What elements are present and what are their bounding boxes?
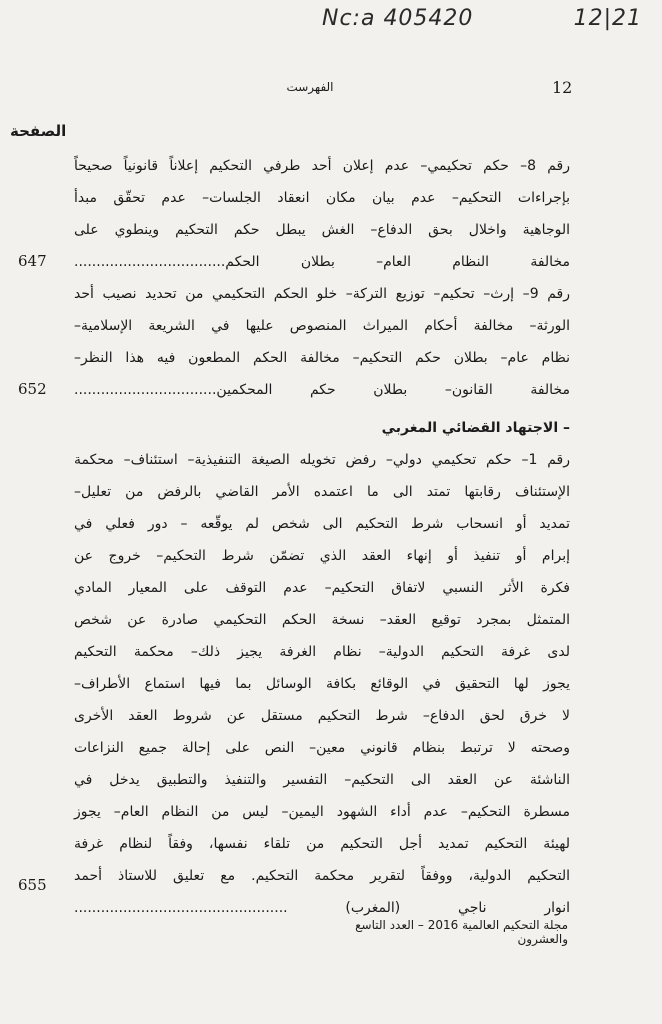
entry1-line-1: رقم 1– حكم تحكيمي دولي– رفض تخويله الصيغة التنفيذية– استئناف– محكمة: [74, 452, 570, 468]
entry1-line-7: لدى غرفة التحكيم الدولية– نظام الغرفة يجيز ذلك– محكمة التحكيم: [74, 644, 570, 660]
entry1-line-2: الإستئناف رقابتها تمتد الى ما اعتمده الأمر القاضي بالرفض من تعليل–: [74, 484, 570, 500]
entry1-line-6: المتمثل بمجرد توقيع العقد– نسخة الحكم التحكيمي صادرة عن شخص: [74, 612, 570, 628]
header-title: الفهرست: [286, 80, 334, 94]
entry1-line-15: انوار ناجي (المغرب) ................................................: [74, 900, 570, 916]
entry1-line-12: مسطرة التحكيم– عدم أداء الشهود اليمين– ليس من النظام العام– يجوز: [74, 804, 570, 820]
entry9-line-3: نظام عام– بطلان حكم التحكيم– مخالفة الحكم المطعون فيه هذا النظر–: [74, 350, 570, 366]
entry1-line-8: يجوز لها التحقيق في الوقائع بكافة الوسائل بما فيها استماع الأطراف–: [74, 676, 570, 692]
entry1-line-4: إبرام أو تنفيذ أو إنهاء العقد الذي تضمّن شرط التحكيم– خروج عن: [74, 548, 570, 564]
entry1-line-10: وصحته لا ترتبط بنظام قانوني معين– النص على إحالة جميع النزاعات: [74, 740, 570, 756]
entry1-page: 655: [18, 876, 47, 894]
entry9-page: 652: [18, 380, 47, 398]
page-column-label: الصفحة: [10, 122, 67, 140]
entry8-line-4: مخالفة النظام العام– بطلان الحكم..................................: [74, 254, 570, 270]
entry1-line-5: فكرة الأثر النسبي لاتفاق التحكيم– عدم التوقف على المعيار المادي: [74, 580, 570, 596]
entry1-line-9: لا خرق لحق الدفاع– شرط التحكيم مستقل عن شروط العقد الأخرى: [74, 708, 570, 724]
entry1-line-13: لهيئة التحكيم تمديد أجل التحكيم من تلقاء نفسها، وفقاً لنظام غرفة: [74, 836, 570, 852]
entry8-line-3: الوجاهية واخلال بحق الدفاع– الغش يبطل حكم التحكيم وينطوي على: [74, 222, 570, 238]
handwritten-reference: Nc:a 405420: [322, 6, 474, 31]
page-number: 12: [552, 78, 573, 97]
entry9-line-2: الورثة– مخالفة أحكام الميراث المنصوص عليها في الشريعة الإسلامية–: [74, 318, 570, 334]
journal-footer: مجلة التحكيم العالمية 2016 – العدد التاسع والعشرون: [355, 918, 568, 946]
entry8-page: 647: [18, 252, 47, 270]
entry8-line-1: رقم 8– حكم تحكيمي– عدم إعلان أحد طرفي التحكيم إعلاناً قانونياً صحيحاً: [74, 158, 570, 174]
section-title: – الاجتهاد القضائي المغربي: [381, 420, 570, 436]
handwritten-number: 12|21: [573, 6, 642, 31]
entry1-line-11: الناشئة عن العقد الى التحكيم– التفسير والتنفيذ والتطبيق يدخل في: [74, 772, 570, 788]
entry8-line-2: بإجراءات التحكيم– عدم بيان مكان انعقاد الجلسات– عدم تحقّق مبدأ: [74, 190, 570, 206]
entry9-line-1: رقم 9– إرث– تحكيم– توزيع التركة– خلو الحكم التحكيمي من تحديد نصيب أحد: [74, 286, 570, 302]
entry1-line-3: تمديد أو انسحاب شرط التحكيم الى شخص لم يوقّعه – دور فعلي في: [74, 516, 570, 532]
entry9-line-4: مخالفة القانون– بطلان حكم المحكمين................................: [74, 382, 570, 398]
entry1-line-14: التحكيم الدولية، ووفقاً لتقرير محكمة التحكيم. مع تعليق للاستاذ أحمد: [74, 868, 570, 884]
